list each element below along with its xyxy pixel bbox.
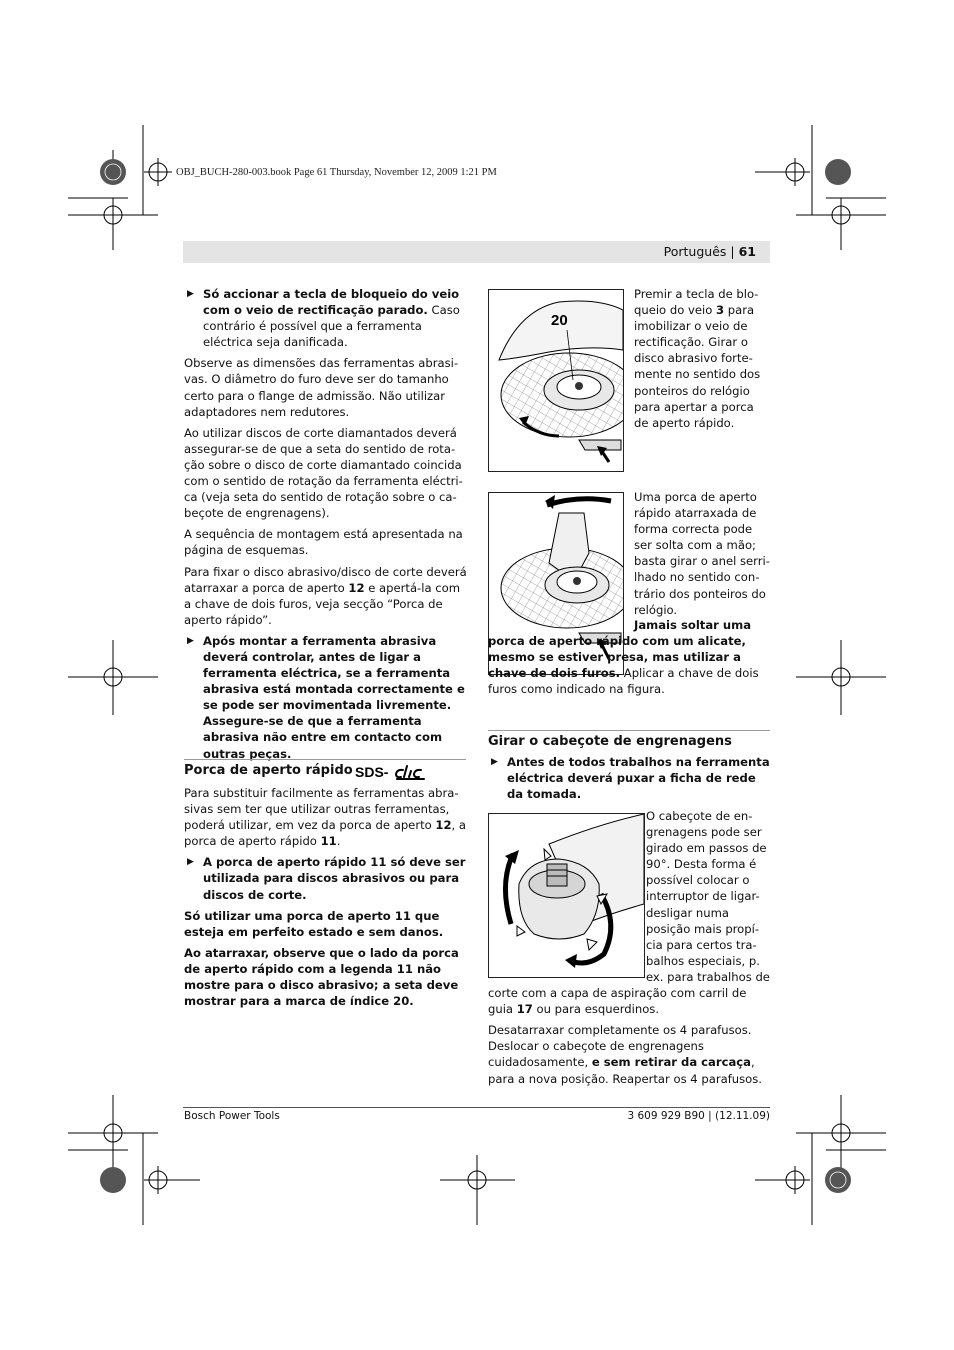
bullet-check-tool [184,633,467,762]
left-column [184,286,467,767]
page-header-text [664,244,756,259]
text: Uma porca de aperto rápido atarraxada de forma correcta pode ser solta com a mão; basta girar o anel serrilhado no sentido contrário dos ponteiros do relógio. [634,490,770,617]
bullet-bold: A porca de aperto rápido 11 só deve ser utilizada para discos abrasivos ou para discos de corte. [203,855,466,902]
bullet-arrow-icon: ▶ [187,635,194,646]
bullet-arrow-icon: ▶ [491,757,498,767]
header-separator: | [730,244,735,259]
text: Para fixar o disco abrasivo/disco de corte deverá atarraxar a porca de aperto [184,564,467,595]
figure-spindle-lock [488,289,624,472]
bullet-arrow-icon: ▶ [187,289,194,299]
warning-text: Ao atarraxar, observe que o lado da porca de aperto rápido com a legenda 11 não mostre para o disco abrasivo; a seta deve mostrar para a marca de índice 20. [184,945,459,1009]
bullet-spindle-lock [184,286,467,350]
warning-pliers [488,617,770,697]
text: ou para esquerdinos. [532,1002,660,1017]
paragraph-fixing [184,564,467,628]
bullet-bold: Após montar a ferramenta abrasiva deverá controlar, antes de ligar a ferramenta eléctrica, se a ferramenta abrasiva está montada correctamente e se pode ser movimentada livremente. Assegure-se de que a ferramenta abrasiva não entre em contacto com outras peças. [203,633,465,761]
bullet-arrow-icon: ▶ [187,857,194,868]
warning-text: Só utilizar uma porca de aperto 11 que esteja em perfeito estado e sem danos. [184,908,444,939]
sds-clic-logo [354,763,428,781]
crop-header-line: OBJ_BUCH-280-003.book Page 61 Thursday, November 12, 2009 1:21 PM [176,167,497,178]
footer-divider [183,1107,770,1108]
page-header [183,241,770,263]
footer-right: 3 609 929 B90 | (12.11.09) [627,1110,770,1122]
footer-left: Bosch Power Tools [184,1110,280,1122]
bullet-quick-nut-use [184,854,467,902]
section-title-gear-head: Girar o cabeçote de engrenagens [488,734,732,749]
warning-screwing [184,945,467,1009]
paragraph-assembly-sequence: A sequência de montagem está apresentada na página de esquemas. [184,527,463,558]
paragraph-dimensions: Observe as dimensões das ferramentas abrasivas. O diâmetro do furo deve ser do tamanho certo para o flange de admissão. Não utilizar adaptadores nem redutores. [184,356,459,419]
bullet-text: Caso contrário é possível que a ferramenta eléctrica seja danificada. [203,303,460,350]
section-title-text: Porca de aperto rápido [184,763,353,778]
gear-head-text [488,808,770,1092]
text: Aplicar a chave de dois furos como indicado na figura. [488,666,759,697]
text: , para a nova posição. Reapertar os 4 parafusos. [488,1055,762,1086]
bold-text: e sem retirar da carcaça [591,1055,751,1070]
paragraph-diamond-discs: Ao utilizar discos de corte diamantados deverá assegurar-se de que a seta do sentido de rotação sobre o disco de corte diamantado coincida com o sentido de rotação da ferramenta eléctrica (veja seta do sentido de rotação sobre o cabeçote de engrenagens). [184,425,463,521]
text: Desatarraxar completamente os 4 parafusos. Deslocar o cabeçote de engrenagens cuidadosamente, [488,1023,752,1070]
text: Para substituir facilmente as ferramentas abrasivas sem ter que utilizar outras ferramentas, poderá utilizar, em vez da porca de aperto [184,786,459,833]
figure-two-pin-spanner-caption [634,489,770,618]
ref-number: 11 [320,834,337,849]
float-spacer [488,808,646,984]
text [634,286,770,431]
sds-clic-logo-text: SDS- [355,764,389,780]
header-language: Português [663,244,727,259]
text: Premir a tecla de bloqueio do veio [634,287,759,318]
paragraph-quick-nut [184,785,467,849]
figure-spindle-lock-drawing [489,290,623,471]
section-divider [184,759,466,760]
left-column-lower [184,785,467,1014]
warning-undamaged-nut [184,908,467,940]
ref-number: 3 [715,303,725,318]
text: O cabeçote de engrenagens pode ser girado em passos de 90°. Desta forma é possível colocar o interruptor de ligar-desligar numa posição mais propícia para certos trabalhos especiais, p. ex. para trabalhos de corte com a capa de aspiração com carril de guia [488,809,770,1017]
text: para imobilizar o veio de rectificação. Girar o disco abrasivo fortemente no sentido dos ponteiros do relógio para apertar a porca de aperto rápido. [634,303,761,430]
ref-number: 12 [348,580,365,595]
paragraph-unscrew [488,1022,770,1086]
section-divider [488,730,770,731]
figure-spindle-lock-caption [634,286,770,436]
warning-text: Jamais soltar uma porca de aperto rápido com um alicate, mesmo se estiver presa, mas utilizar a chave de dois furos. [488,618,752,681]
section-title-quick-nut [184,763,353,778]
text: . [336,834,341,849]
ref-number: 17 [516,1002,533,1017]
bullet-unplug [488,754,771,802]
header-page-number: 61 [738,244,756,259]
text: e apertá-la com a chave de dois furos, veja secção “Porca de aperto rápido”. [184,580,461,627]
text: , a porca de aperto rápido [184,818,467,849]
bullet-bold: Antes de todos trabalhos na ferramenta eléctrica deverá puxar a ficha de rede da tomada. [507,755,770,802]
figure-label-20: 20 [551,312,568,329]
right-bullet-block [488,754,771,807]
ref-number: 12 [435,818,452,833]
bullet-bold: Só accionar a tecla de bloqueio do veio com o veio de rectificação parado. [203,287,460,318]
